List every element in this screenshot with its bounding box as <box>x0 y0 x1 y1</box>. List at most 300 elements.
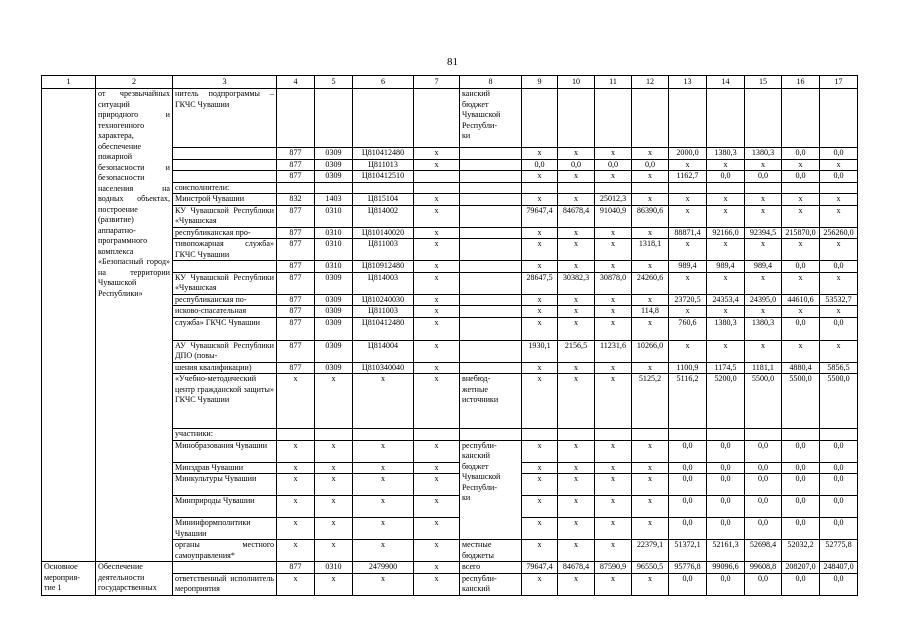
column-number: 6 <box>353 76 414 89</box>
value-cell: 0,0 <box>745 573 782 595</box>
code-cell: 0310 <box>315 261 353 273</box>
code-cell <box>353 89 414 148</box>
code-cell: x <box>315 518 353 540</box>
code-cell: 877 <box>277 306 315 318</box>
code-cell: 0309 <box>315 340 353 362</box>
column-number: 12 <box>632 76 669 89</box>
value-cell: x <box>522 171 558 183</box>
value-cell <box>782 182 820 194</box>
value-cell: 0,0 <box>707 462 745 474</box>
value-cell: x <box>595 227 632 239</box>
code-cell: x <box>414 148 460 160</box>
funding-source-cell: республи- канский <box>460 573 522 595</box>
value-cell: x <box>632 317 669 340</box>
value-cell <box>595 89 632 148</box>
value-cell: x <box>782 239 820 261</box>
value-cell: 1930,1 <box>522 340 558 362</box>
value-cell: 23720,5 <box>669 294 707 306</box>
code-cell: x <box>414 239 460 261</box>
value-cell: x <box>745 306 782 318</box>
column-number: 7 <box>414 76 460 89</box>
value-cell: 30382,3 <box>558 272 595 294</box>
value-cell: 28647,5 <box>522 272 558 294</box>
code-cell: x <box>353 518 414 540</box>
code-cell: 0309 <box>315 148 353 160</box>
funding-source-cell: республи- канский бюджет Чувашской Республи- ки <box>460 440 522 540</box>
code-cell: 0309 <box>315 272 353 294</box>
value-cell: 5500,0 <box>820 374 858 429</box>
value-cell: x <box>522 227 558 239</box>
code-cell: Ц814004 <box>353 340 414 362</box>
value-cell: x <box>558 239 595 261</box>
executor-cell: республиканская про- <box>173 227 277 239</box>
value-cell: 0,0 <box>669 518 707 540</box>
value-cell: x <box>707 159 745 171</box>
value-cell: x <box>558 573 595 595</box>
code-cell: Ц811003 <box>353 239 414 261</box>
code-cell: x <box>414 205 460 227</box>
value-cell <box>558 89 595 148</box>
event-description-cell: от чрезвычайных ситуаций природного и техногенного характера, обеспечение пожарной безопасности и безопасности населения на водных объектах, построение (развитие) аппаратно-программного комплекса «Безопасный город» на территории Чувашской Республики» <box>96 89 173 562</box>
funding-source-cell: канский бюджет Чувашской Республи- ки <box>460 89 522 148</box>
value-cell: x <box>632 573 669 595</box>
code-cell: 877 <box>277 261 315 273</box>
code-cell: x <box>277 374 315 429</box>
column-number: 17 <box>820 76 858 89</box>
table-header-row <box>42 76 858 89</box>
value-cell <box>632 89 669 148</box>
value-cell: 96550,5 <box>632 562 669 574</box>
executor-cell: КУ Чувашской Республики «Чувашская <box>173 272 277 294</box>
value-cell: 25012,3 <box>595 194 632 206</box>
value-cell <box>707 89 745 148</box>
value-cell: x <box>558 440 595 462</box>
code-cell <box>414 182 460 194</box>
code-cell: x <box>414 440 460 462</box>
value-cell: 0,0 <box>745 440 782 462</box>
value-cell <box>782 429 820 441</box>
value-cell <box>669 182 707 194</box>
value-cell <box>522 429 558 441</box>
value-cell: x <box>820 194 858 206</box>
code-cell: 877 <box>277 362 315 374</box>
value-cell: 92394,5 <box>745 227 782 239</box>
value-cell: 52032,2 <box>782 540 820 562</box>
value-cell: 0,0 <box>707 440 745 462</box>
value-cell: x <box>632 518 669 540</box>
value-cell: x <box>745 272 782 294</box>
code-cell: x <box>315 540 353 562</box>
value-cell: x <box>522 518 558 540</box>
value-cell <box>522 182 558 194</box>
value-cell: 51372,1 <box>669 540 707 562</box>
value-cell: 84678,4 <box>558 205 595 227</box>
code-cell <box>277 429 315 441</box>
value-cell <box>632 429 669 441</box>
value-cell: x <box>745 194 782 206</box>
code-cell: Ц810912480 <box>353 261 414 273</box>
code-cell: x <box>353 540 414 562</box>
value-cell <box>669 429 707 441</box>
value-cell: x <box>595 474 632 496</box>
code-cell: x <box>353 573 414 595</box>
column-number: 10 <box>558 76 595 89</box>
value-cell: x <box>707 194 745 206</box>
executor-cell: Минстрой Чувашии <box>173 194 277 206</box>
value-cell: 0,0 <box>707 573 745 595</box>
value-cell: 208207,0 <box>782 562 820 574</box>
value-cell: 0,0 <box>820 317 858 340</box>
code-cell: x <box>414 374 460 429</box>
value-cell: 2000,0 <box>669 148 707 160</box>
value-cell: x <box>595 362 632 374</box>
value-cell: 0,0 <box>745 171 782 183</box>
value-cell: 52161,3 <box>707 540 745 562</box>
value-cell: 0,0 <box>820 573 858 595</box>
code-cell <box>315 89 353 148</box>
executor-cell: КУ Чувашской Республики «Чувашская <box>173 205 277 227</box>
column-number: 9 <box>522 76 558 89</box>
value-cell: x <box>595 518 632 540</box>
code-cell: x <box>414 306 460 318</box>
value-cell: 95776,8 <box>669 562 707 574</box>
code-cell: x <box>315 573 353 595</box>
value-cell: x <box>595 440 632 462</box>
value-cell: 248407,0 <box>820 562 858 574</box>
column-number: 14 <box>707 76 745 89</box>
column-number: 11 <box>595 76 632 89</box>
value-cell: 0,0 <box>669 462 707 474</box>
code-cell: 0309 <box>315 159 353 171</box>
value-cell: x <box>558 261 595 273</box>
code-cell: 877 <box>277 205 315 227</box>
code-cell: x <box>414 496 460 518</box>
code-cell: 877 <box>277 294 315 306</box>
value-cell: 52775,8 <box>820 540 858 562</box>
code-cell: Ц814002 <box>353 205 414 227</box>
page-number: 81 <box>447 56 458 68</box>
value-cell: x <box>820 306 858 318</box>
value-cell: x <box>595 573 632 595</box>
code-cell <box>315 182 353 194</box>
table-row <box>42 89 858 148</box>
code-cell: x <box>414 362 460 374</box>
value-cell: 760,6 <box>669 317 707 340</box>
value-cell: x <box>745 205 782 227</box>
code-cell: x <box>353 374 414 429</box>
value-cell: 0,0 <box>820 440 858 462</box>
value-cell: x <box>745 239 782 261</box>
value-cell: x <box>820 239 858 261</box>
value-cell: x <box>669 159 707 171</box>
value-cell: 91040,9 <box>595 205 632 227</box>
value-cell: 989,4 <box>745 261 782 273</box>
value-cell: 86390,6 <box>632 205 669 227</box>
code-cell: x <box>414 159 460 171</box>
code-cell: 0310 <box>315 205 353 227</box>
value-cell <box>632 182 669 194</box>
code-cell: x <box>315 496 353 518</box>
value-cell: 0,0 <box>782 474 820 496</box>
section-cell <box>42 89 96 562</box>
value-cell: 0,0 <box>782 148 820 160</box>
code-cell: x <box>353 474 414 496</box>
code-cell: x <box>414 194 460 206</box>
value-cell: 5500,0 <box>782 374 820 429</box>
column-number: 5 <box>315 76 353 89</box>
value-cell: 5200,0 <box>707 374 745 429</box>
value-cell: 0,0 <box>782 462 820 474</box>
value-cell: x <box>745 159 782 171</box>
value-cell: 10266,0 <box>632 340 669 362</box>
code-cell: x <box>315 374 353 429</box>
executor-cell: шения квалификации) <box>173 362 277 374</box>
value-cell: 0,0 <box>595 159 632 171</box>
value-cell: x <box>707 205 745 227</box>
value-cell <box>522 89 558 148</box>
code-cell: Ц810412480 <box>353 317 414 340</box>
value-cell <box>745 182 782 194</box>
code-cell: 877 <box>277 239 315 261</box>
code-cell: x <box>414 562 460 574</box>
value-cell: x <box>669 340 707 362</box>
value-cell: 989,4 <box>707 261 745 273</box>
code-cell: 0310 <box>315 562 353 574</box>
value-cell <box>707 429 745 441</box>
code-cell <box>353 182 414 194</box>
value-cell: x <box>782 205 820 227</box>
value-cell: 0,0 <box>820 462 858 474</box>
value-cell: 0,0 <box>669 573 707 595</box>
executor-cell: тивопожарная служба» ГКЧС Чувашии <box>173 239 277 261</box>
funding-source-cell <box>460 261 522 273</box>
code-cell: Ц810412510 <box>353 171 414 183</box>
value-cell: 2156,5 <box>558 340 595 362</box>
value-cell: 0,0 <box>522 159 558 171</box>
executor-cell: «Учебно-методический центр гражданской защиты» ГКЧС Чувашии <box>173 374 277 429</box>
value-cell: 0,0 <box>745 496 782 518</box>
code-cell: x <box>414 227 460 239</box>
code-cell: 0309 <box>315 294 353 306</box>
code-cell: 0310 <box>315 239 353 261</box>
executor-cell: Минкультуры Чувашии <box>173 474 277 496</box>
value-cell: 1380,3 <box>707 317 745 340</box>
code-cell: 0309 <box>315 306 353 318</box>
code-cell: 832 <box>277 194 315 206</box>
value-cell: x <box>522 148 558 160</box>
value-cell: x <box>558 496 595 518</box>
funding-source-cell: местные бюджеты <box>460 540 522 562</box>
funding-source-cell <box>460 159 522 171</box>
value-cell: x <box>782 159 820 171</box>
code-cell <box>277 182 315 194</box>
value-cell: x <box>632 194 669 206</box>
value-cell: x <box>595 374 632 429</box>
value-cell: x <box>558 317 595 340</box>
value-cell: x <box>558 148 595 160</box>
value-cell: 88871,4 <box>669 227 707 239</box>
value-cell <box>782 89 820 148</box>
value-cell: x <box>782 194 820 206</box>
value-cell: 0,0 <box>558 159 595 171</box>
budget-table <box>41 75 858 596</box>
code-cell: x <box>414 462 460 474</box>
value-cell: x <box>595 261 632 273</box>
code-cell: 0309 <box>315 171 353 183</box>
value-cell: 1181,1 <box>745 362 782 374</box>
value-cell: 256260,0 <box>820 227 858 239</box>
value-cell: 0,0 <box>745 462 782 474</box>
value-cell: 84678,4 <box>558 562 595 574</box>
value-cell: 0,0 <box>782 440 820 462</box>
value-cell: x <box>522 294 558 306</box>
value-cell: x <box>558 518 595 540</box>
value-cell: x <box>522 194 558 206</box>
value-cell: x <box>669 205 707 227</box>
value-cell: 30878,0 <box>595 272 632 294</box>
value-cell: x <box>632 227 669 239</box>
code-cell: 877 <box>277 317 315 340</box>
funding-source-cell <box>460 171 522 183</box>
value-cell: x <box>558 540 595 562</box>
value-cell: 0,0 <box>707 474 745 496</box>
value-cell: 24395,0 <box>745 294 782 306</box>
value-cell: x <box>522 462 558 474</box>
code-cell: 877 <box>277 159 315 171</box>
code-cell <box>277 89 315 148</box>
executor-cell: исково-спасательная <box>173 306 277 318</box>
value-cell: x <box>522 440 558 462</box>
value-cell: x <box>669 239 707 261</box>
value-cell: 0,0 <box>820 496 858 518</box>
value-cell: 0,0 <box>782 496 820 518</box>
value-cell: x <box>669 194 707 206</box>
value-cell: x <box>558 294 595 306</box>
executor-cell: ответственный исполнитель мероприятия <box>173 573 277 595</box>
code-cell: Ц815104 <box>353 194 414 206</box>
value-cell: 0,0 <box>782 317 820 340</box>
code-cell: 877 <box>277 148 315 160</box>
event-description-cell: Обеспечение деятельности государственных <box>96 562 173 596</box>
value-cell: x <box>558 227 595 239</box>
code-cell: x <box>277 573 315 595</box>
executor-cell <box>173 562 277 574</box>
value-cell: x <box>782 340 820 362</box>
code-cell: x <box>277 474 315 496</box>
funding-source-cell <box>460 306 522 318</box>
code-cell: Ц810412480 <box>353 148 414 160</box>
code-cell: Ц814003 <box>353 272 414 294</box>
code-cell <box>353 429 414 441</box>
value-cell: x <box>522 306 558 318</box>
code-cell: x <box>277 440 315 462</box>
value-cell: x <box>595 294 632 306</box>
value-cell: 0,0 <box>745 474 782 496</box>
value-cell <box>820 429 858 441</box>
value-cell: x <box>632 294 669 306</box>
value-cell: 0,0 <box>820 518 858 540</box>
value-cell: x <box>522 362 558 374</box>
value-cell: 0,0 <box>782 518 820 540</box>
value-cell: x <box>595 540 632 562</box>
value-cell: 4880,4 <box>782 362 820 374</box>
funding-source-cell: всего <box>460 562 522 574</box>
value-cell: 5856,5 <box>820 362 858 374</box>
code-cell: 877 <box>277 171 315 183</box>
value-cell <box>558 182 595 194</box>
value-cell: 22379,1 <box>632 540 669 562</box>
value-cell: 1380,3 <box>707 148 745 160</box>
value-cell: x <box>558 362 595 374</box>
value-cell: x <box>707 340 745 362</box>
executor-cell: органы местного самоуправления* <box>173 540 277 562</box>
value-cell: 99608,8 <box>745 562 782 574</box>
code-cell: x <box>353 496 414 518</box>
value-cell: 0,0 <box>669 440 707 462</box>
code-cell: 2479900 <box>353 562 414 574</box>
code-cell: x <box>414 540 460 562</box>
value-cell: 0,0 <box>669 474 707 496</box>
funding-source-cell <box>460 239 522 261</box>
value-cell: 52698,4 <box>745 540 782 562</box>
value-cell: 44610,6 <box>782 294 820 306</box>
funding-source-cell <box>460 205 522 227</box>
value-cell: 92166,0 <box>707 227 745 239</box>
value-cell <box>745 429 782 441</box>
code-cell: x <box>277 518 315 540</box>
code-cell: 877 <box>277 562 315 574</box>
value-cell: x <box>669 306 707 318</box>
value-cell: x <box>820 272 858 294</box>
value-cell: 215870,0 <box>782 227 820 239</box>
value-cell: 0,0 <box>707 496 745 518</box>
executor-cell: АУ Чувашской Республики ДПО (повы- <box>173 340 277 362</box>
code-cell: x <box>277 496 315 518</box>
value-cell: 0,0 <box>782 171 820 183</box>
funding-source-cell <box>460 362 522 374</box>
executor-cell <box>173 171 277 183</box>
value-cell: 5500,0 <box>745 374 782 429</box>
code-cell: x <box>353 440 414 462</box>
section-cell: Основное мероприя- тие 1 <box>42 562 96 596</box>
funding-source-cell <box>460 182 522 194</box>
value-cell: x <box>782 272 820 294</box>
executor-cell <box>173 148 277 160</box>
code-cell <box>414 89 460 148</box>
column-number: 13 <box>669 76 707 89</box>
code-cell: x <box>414 294 460 306</box>
code-cell: x <box>414 261 460 273</box>
executor-cell: республиканская по- <box>173 294 277 306</box>
funding-source-cell <box>460 148 522 160</box>
value-cell: x <box>632 261 669 273</box>
value-cell: x <box>558 194 595 206</box>
code-cell: x <box>353 462 414 474</box>
value-cell: 1174,5 <box>707 362 745 374</box>
executor-cell: Минздрав Чувашии <box>173 462 277 474</box>
code-cell: 0309 <box>315 317 353 340</box>
value-cell <box>820 89 858 148</box>
executor-cell: служба» ГКЧС Чувашии <box>173 317 277 340</box>
value-cell: 114,8 <box>632 306 669 318</box>
value-cell: 0,0 <box>782 573 820 595</box>
value-cell: x <box>595 317 632 340</box>
executor-cell: Минприроды Чувашии <box>173 496 277 518</box>
value-cell: x <box>522 317 558 340</box>
value-cell: x <box>820 159 858 171</box>
code-cell: 877 <box>277 272 315 294</box>
value-cell: x <box>558 474 595 496</box>
